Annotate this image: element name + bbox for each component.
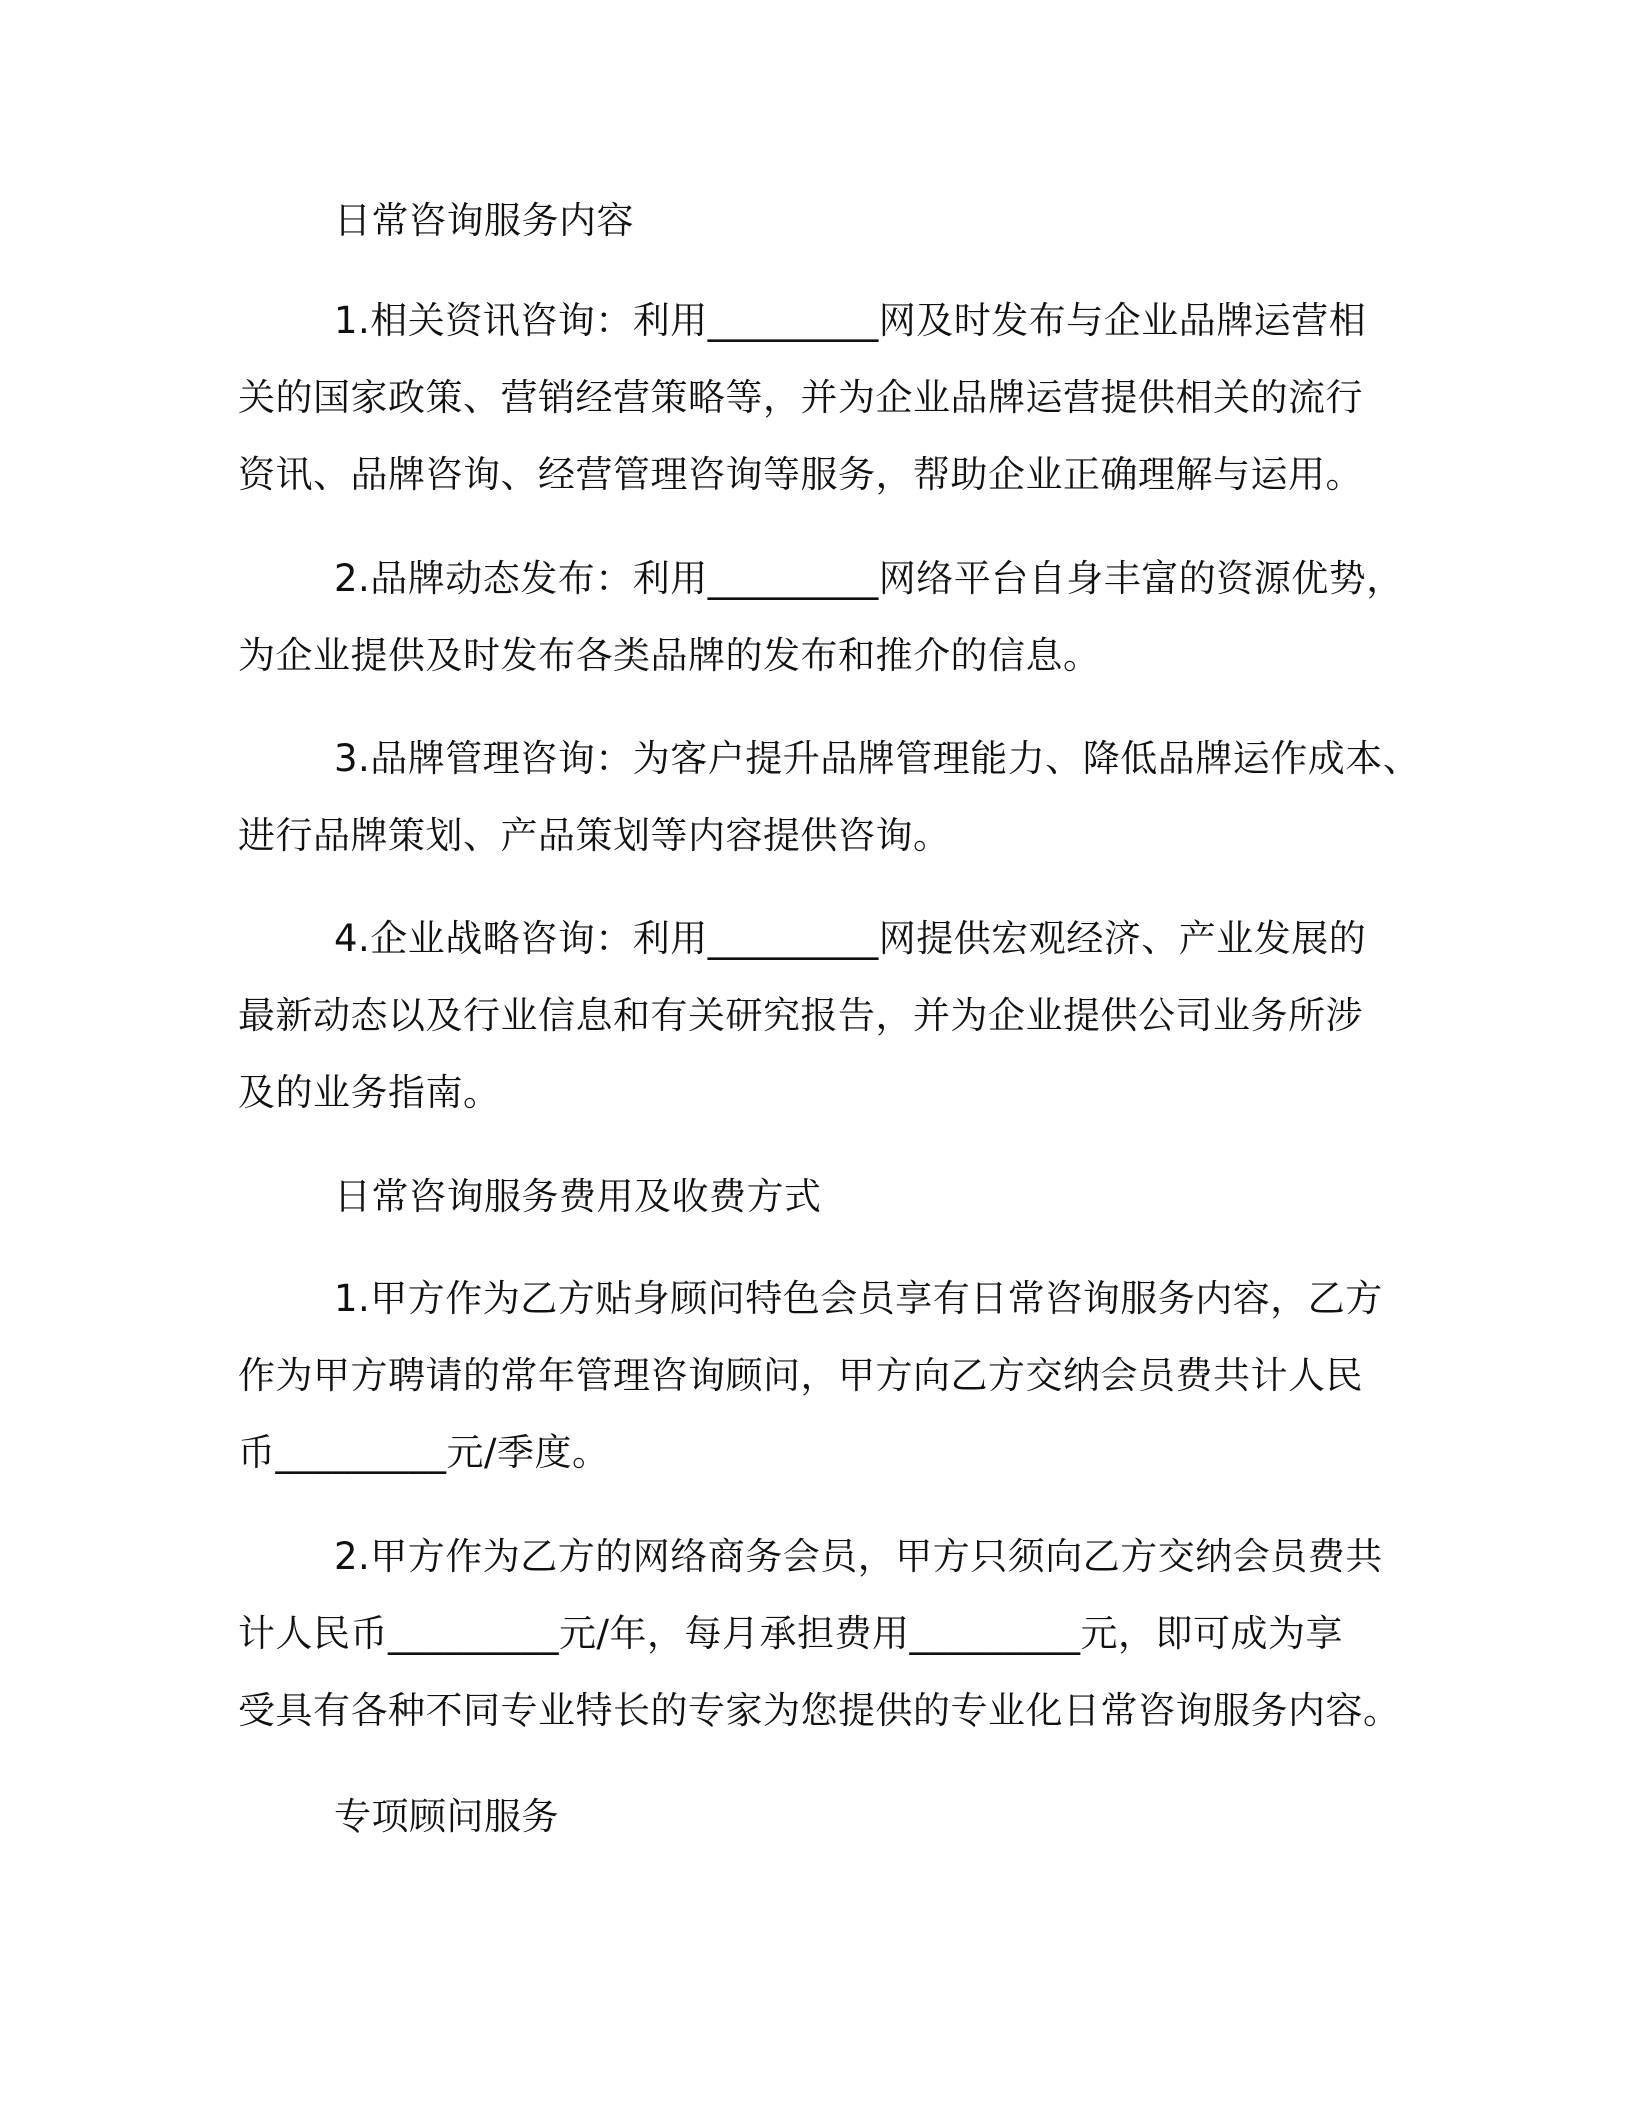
section-heading-fees-and-payment: 日常咨询服务费用及收费方式 bbox=[334, 1175, 822, 1218]
paragraph-line: 资讯、品牌咨询、经营管理咨询等服务，帮助企业正确理解与运用。 bbox=[238, 453, 1363, 496]
paragraph-brand-management-consulting bbox=[238, 720, 1421, 874]
paragraph-line: 币_________元/季度。 bbox=[238, 1431, 610, 1474]
paragraph-line: 计人民币_________元/年，每月承担费用_________元，即可成为享 bbox=[238, 1612, 1343, 1655]
paragraph-line: 1.相关资讯咨询：利用_________网及时发布与企业品牌运营相 bbox=[334, 299, 1367, 342]
paragraph-info-consulting bbox=[238, 282, 1408, 513]
paragraph-line: 为企业提供及时发布各类品牌的发布和推介的信息。 bbox=[238, 634, 1101, 677]
paragraph-line: 受具有各种不同专业特长的专家为您提供的专业化日常咨询服务内容。 bbox=[238, 1689, 1401, 1732]
paragraph-line: 进行品牌策划、产品策划等内容提供咨询。 bbox=[238, 814, 951, 857]
paragraph-line: 及的业务指南。 bbox=[238, 1071, 501, 1114]
paragraph-line: 2.甲方作为乙方的网络商务会员，甲方只须向乙方交纳会员费共 bbox=[334, 1535, 1383, 1578]
paragraph-line: 4.企业战略咨询：利用_________网提供宏观经济、产业发展的 bbox=[334, 917, 1367, 960]
paragraph-quarterly-member-fee bbox=[238, 1260, 1408, 1491]
section-heading-special-advisory: 专项顾问服务 bbox=[334, 1795, 559, 1838]
paragraph-line: 作为甲方聘请的常年管理咨询顾问，甲方向乙方交纳会员费共计人民 bbox=[238, 1354, 1363, 1397]
paragraph-line: 1.甲方作为乙方贴身顾问特色会员享有日常咨询服务内容，乙方 bbox=[334, 1277, 1383, 1320]
paragraph-line: 2.品牌动态发布：利用_________网络平台自身丰富的资源优势， bbox=[334, 557, 1404, 600]
section-heading-daily-consulting-content: 日常咨询服务内容 bbox=[334, 199, 634, 242]
paragraph-line: 最新动态以及行业信息和有关研究报告，并为企业提供公司业务所涉 bbox=[238, 994, 1363, 1037]
paragraph-annual-member-fee bbox=[238, 1518, 1408, 1749]
paragraph-enterprise-strategy-consulting bbox=[238, 900, 1408, 1131]
paragraph-line: 关的国家政策、营销经营策略等，并为企业品牌运营提供相关的流行 bbox=[238, 376, 1363, 419]
paragraph-line: 3.品牌管理咨询：为客户提升品牌管理能力、降低品牌运作成本、 bbox=[334, 737, 1421, 780]
paragraph-brand-news-release bbox=[238, 540, 1408, 694]
